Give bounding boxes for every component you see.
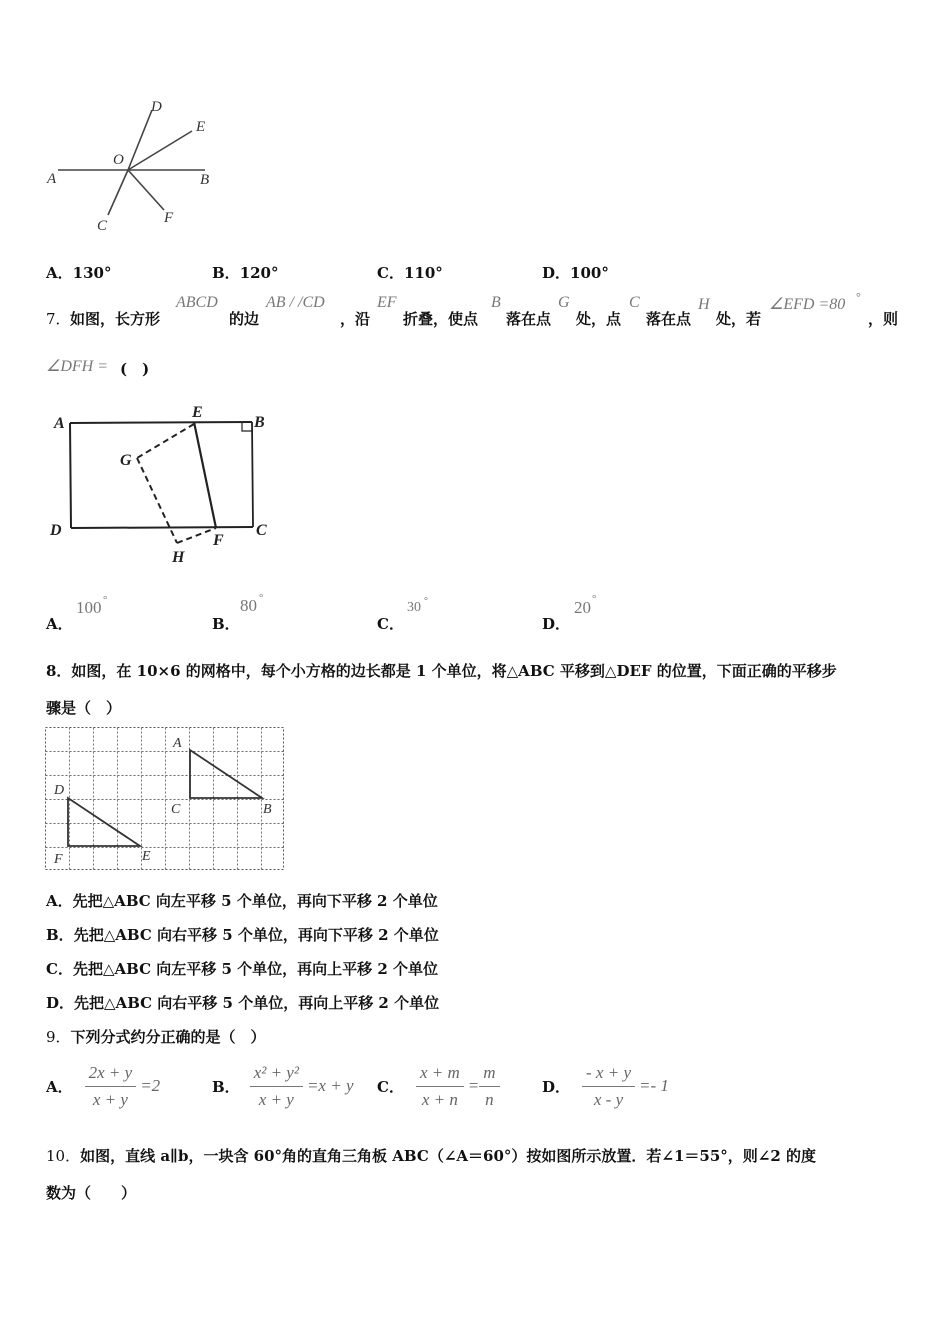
q7-text-5: 落在点: [506, 310, 552, 328]
q6-option-d[interactable]: [542, 262, 609, 283]
option-letter: C．: [46, 960, 73, 978]
q10-number: 10．: [46, 1147, 81, 1165]
q7-text-4: 折叠，使点: [403, 310, 479, 328]
q7-number: 7．: [46, 310, 71, 328]
fraction: [416, 1063, 464, 1110]
q7-text-2: 的边: [229, 310, 260, 328]
q7-math-angle-dfh: ∠DFH =: [46, 358, 109, 375]
fraction: [85, 1063, 137, 1110]
label-F: F: [213, 532, 224, 549]
q7-option-b[interactable]: [212, 592, 332, 633]
option-letter: A．: [46, 892, 73, 910]
triangle-def: [68, 798, 140, 846]
q7-text-3: ，沿: [340, 310, 371, 328]
label-B: B: [254, 414, 265, 431]
numerator: x + m: [416, 1063, 464, 1087]
q9-stem: [46, 1026, 266, 1047]
q7-math-g: G: [558, 294, 570, 311]
line-OF: [128, 170, 164, 210]
option-letter: C．: [377, 1077, 404, 1096]
q7-math-b: B: [491, 294, 501, 311]
q7-math-ef: EF: [377, 294, 397, 311]
q10-stem-line1: [46, 1145, 816, 1166]
rhs-numerator: m: [479, 1063, 499, 1087]
degree-sign: °: [103, 594, 108, 606]
degree-sign: °: [259, 592, 264, 604]
q8-stem-line1: 8．如图，在 10×6 的网格中，每个小方格的边长都是 1 个单位，将△ABC 平移到△DEF 的位置，下面正确的平移步: [46, 662, 837, 680]
option-letter: A．: [46, 615, 73, 633]
label-D: D: [50, 522, 62, 539]
label-G: G: [120, 452, 132, 469]
label-D: D: [151, 99, 162, 115]
q8-option-c[interactable]: [46, 958, 438, 979]
option-text: 先把△ABC 向左平移 5 个单位，再向上平移 2 个单位: [72, 960, 439, 978]
option-letter: A．: [46, 264, 73, 282]
q9-option-c[interactable]: [377, 1058, 500, 1114]
q10-stem-line2: 数为（ ）: [46, 1184, 137, 1202]
q7-math-c: C: [629, 294, 640, 311]
q8-option-a[interactable]: [46, 890, 438, 911]
q8-grid-figure: [44, 726, 288, 872]
option-letter: B．: [212, 1077, 240, 1096]
option-text: 120°: [239, 264, 279, 282]
q9-option-a[interactable]: [46, 1058, 160, 1114]
q6-option-b[interactable]: [212, 262, 279, 283]
q7-math-angle-efd: ∠EFD =80: [769, 296, 846, 313]
numerator: x² + y²: [250, 1063, 303, 1087]
option-letter: B．: [212, 615, 240, 633]
label-E: E: [192, 404, 203, 421]
rhs: =- 1: [639, 1076, 669, 1095]
line-OC: [108, 170, 128, 215]
option-text: 先把△ABC 向右平移 5 个单位，再向上平移 2 个单位: [74, 994, 440, 1012]
q9-stem-text: 下列分式约分正确的是（ ）: [70, 1028, 266, 1046]
option-value: 30: [407, 600, 421, 615]
option-value: 100: [76, 598, 102, 617]
q7-math-ab-cd: AB / /CD: [266, 294, 325, 311]
option-value: 80: [240, 596, 257, 615]
line-OD: [128, 110, 152, 170]
denominator: x + y: [92, 1089, 128, 1109]
denominator: x - y: [593, 1089, 624, 1109]
q7-text-7: 落在点: [646, 310, 692, 328]
equals: =: [467, 1076, 480, 1095]
q6-angle-figure: [40, 95, 230, 240]
q10-stem-text: 如图，直线 a∥b，一块含 60°角的直角三角板 ABC（∠A＝60°）按如图所示放置．若∠1＝55°，则∠2 的度: [80, 1147, 817, 1165]
q7-text-8: 处，若: [716, 310, 762, 328]
line-OE: [128, 131, 192, 170]
fraction: [250, 1063, 303, 1110]
option-letter: D．: [542, 264, 571, 282]
q7-text-9: ，则: [868, 310, 899, 328]
q7-option-c[interactable]: [377, 596, 497, 632]
q7-option-a[interactable]: [46, 596, 166, 632]
option-letter: A．: [46, 1077, 73, 1096]
option-letter: C．: [377, 615, 404, 633]
option-letter: D．: [46, 994, 75, 1012]
q7-stem-line1: [46, 290, 911, 334]
option-text: 130°: [72, 264, 112, 282]
label-D: D: [54, 783, 65, 798]
q7-math-h: H: [698, 296, 710, 313]
q9-number: 9．: [46, 1028, 71, 1046]
q9-option-d[interactable]: [542, 1058, 669, 1114]
label-A: A: [173, 736, 182, 751]
degree-sign: °: [592, 593, 597, 605]
option-letter: D．: [542, 1077, 571, 1096]
label-E: E: [142, 849, 151, 864]
label-F: F: [164, 210, 174, 226]
q6-option-c[interactable]: [377, 262, 443, 283]
q8-option-b[interactable]: [46, 924, 439, 945]
q7-text-6: 处，点: [576, 310, 622, 328]
rhs: =2: [140, 1076, 161, 1095]
option-letter: C．: [377, 264, 404, 282]
label-O: O: [113, 152, 124, 168]
q9-option-b[interactable]: [212, 1058, 354, 1114]
option-value: 20: [574, 598, 591, 617]
option-text: 100°: [570, 264, 609, 282]
option-letter: D．: [542, 615, 571, 633]
q7-text-1: 如图，长方形: [70, 310, 161, 328]
denominator: x + n: [421, 1089, 458, 1109]
rhs: =x + y: [306, 1076, 354, 1095]
rhs-fraction: [479, 1063, 499, 1110]
triangle-abc: [190, 750, 262, 798]
option-text: 先把△ABC 向左平移 5 个单位，再向下平移 2 个单位: [72, 892, 438, 910]
q7-math-abcd: ABCD: [176, 294, 218, 311]
label-A: A: [47, 171, 57, 187]
q7-answer-paren: ( ): [120, 360, 150, 378]
label-H: H: [172, 549, 185, 566]
denominator: x + y: [258, 1089, 294, 1109]
numerator: - x + y: [582, 1063, 635, 1087]
q7-stem-line2: [46, 356, 246, 380]
option-text: 110°: [403, 264, 443, 282]
label-C: C: [97, 218, 108, 234]
numerator: 2x + y: [85, 1063, 137, 1087]
option-letter: B．: [212, 264, 240, 282]
label-E: E: [196, 119, 206, 135]
label-C: C: [171, 802, 181, 817]
label-F: F: [54, 852, 63, 867]
q6-option-a[interactable]: [46, 262, 111, 283]
rhs-denominator: n: [485, 1089, 494, 1109]
label-A: A: [54, 415, 65, 432]
fraction: [582, 1063, 635, 1110]
degree-sign: °: [424, 596, 428, 607]
q7-option-d[interactable]: [542, 593, 662, 633]
q8-option-d[interactable]: [46, 992, 439, 1013]
label-C: C: [256, 522, 267, 539]
option-text: 先把△ABC 向右平移 5 个单位，再向下平移 2 个单位: [73, 926, 439, 944]
q8-stem-line2: 骤是（ ）: [46, 699, 122, 717]
option-letter: B．: [46, 926, 74, 944]
label-B: B: [263, 802, 272, 817]
q7-degree-sign: °: [856, 290, 861, 304]
q7-rectangle-fold-figure: [44, 395, 284, 575]
label-B: B: [200, 172, 210, 188]
